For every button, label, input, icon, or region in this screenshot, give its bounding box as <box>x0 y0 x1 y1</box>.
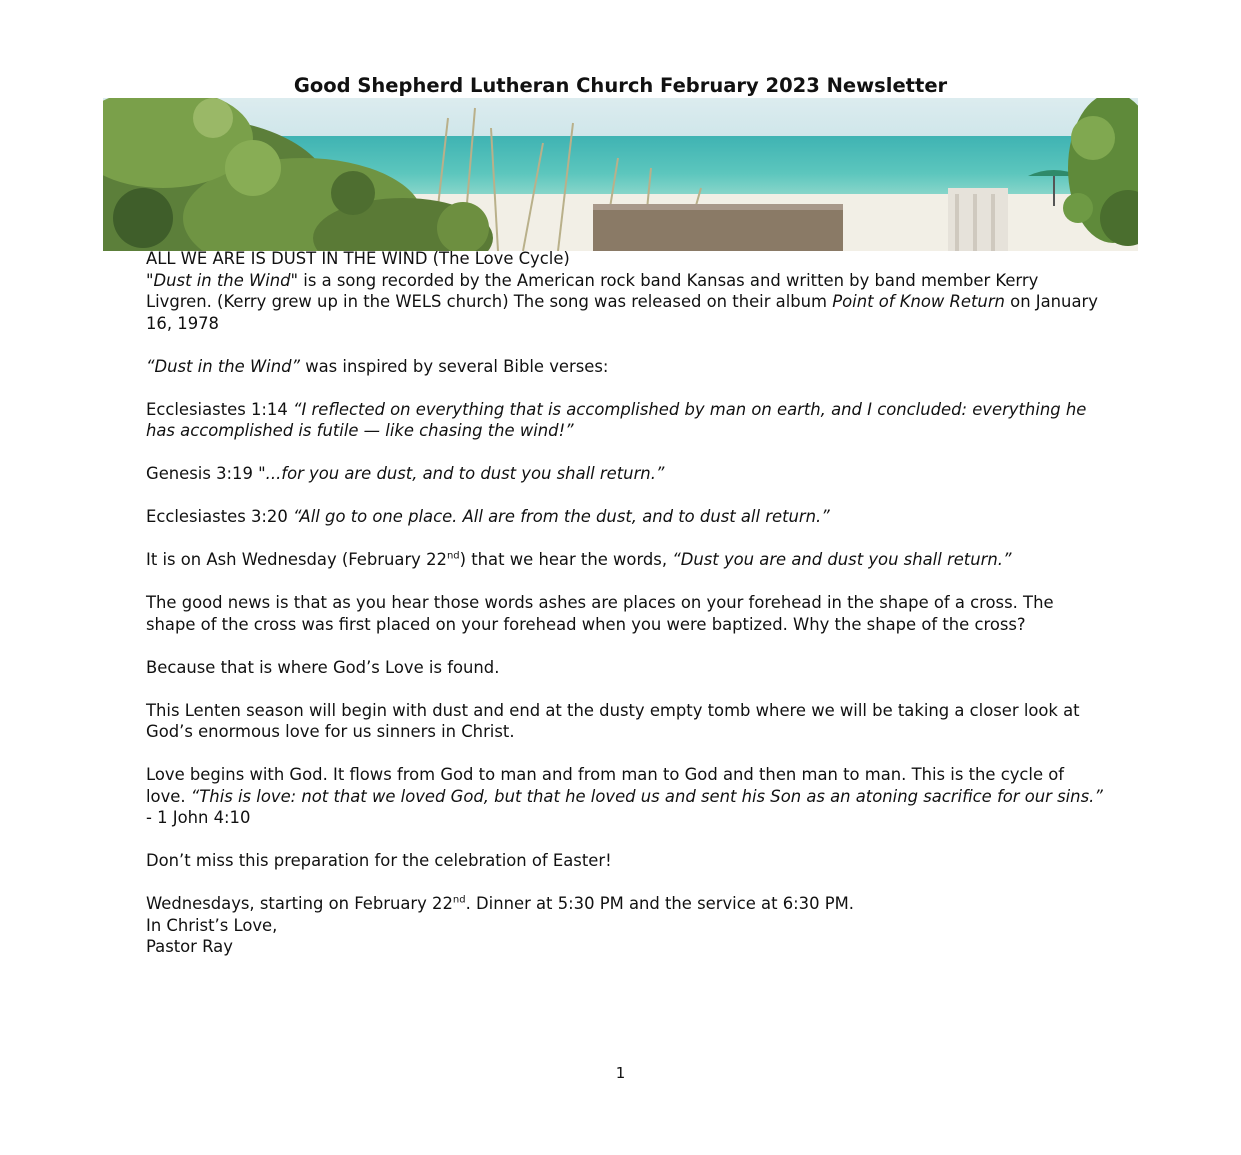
intro-paragraph: "Dust in the Wind" is a song recorded by the American rock band Kansas and written by band member Kerry Livgren. (Kerry grew up in the WELS church) The song was released on their album Point of Know Return on January 16, 1978 <box>146 270 1098 333</box>
schedule-line: Wednesdays, starting on February 22nd. Dinner at 5:30 PM and the service at 6:30 PM. <box>146 894 854 913</box>
good-news-paragraph: The good news is that as you hear those words ashes are places on your forehead in the shape of a cross. The shape of the cross was first placed on your forehead when you were baptized. Why the shape of the cross? <box>146 593 1054 634</box>
dont-miss-paragraph: Don’t miss this preparation for the celebration of Easter! <box>146 851 612 870</box>
page-number: 1 <box>615 1064 626 1082</box>
verse-genesis-3-19: Genesis 3:19 "...for you are dust, and to dust you shall return.” <box>146 464 665 483</box>
inspired-paragraph: “Dust in the Wind” was inspired by several Bible verses: <box>146 356 609 376</box>
article-heading: ALL WE ARE IS DUST IN THE WIND (The Love Cycle) <box>146 249 570 268</box>
closing-line: In Christ’s Love, <box>146 915 278 935</box>
article-body <box>146 248 1106 958</box>
lenten-paragraph: This Lenten season will begin with dust and end at the dusty empty tomb where we will be taking a closer look at God’s enormous love for us sinners in Christ. <box>146 700 1080 741</box>
ash-wednesday-paragraph: It is on Ash Wednesday (February 22nd) that we hear the words, “Dust you are and dust you shall return.” <box>146 550 1012 569</box>
newsletter-title: Good Shepherd Lutheran Church February 2023 Newsletter <box>293 74 948 97</box>
song-title: "Dust in the Wind" <box>146 270 299 290</box>
signature: Pastor Ray <box>146 937 233 956</box>
love-cycle-paragraph: Love begins with God. It flows from God to man and from man to God and then man to man. This is the cycle of love. “This is love: not that we loved God, but that he loved us and sent his Son as an atoning sacrifice for our sins.” - 1 John 4:10 <box>146 765 1103 827</box>
album-title: Point of Know Return <box>832 292 1005 311</box>
because-paragraph: Because that is where God’s Love is found. <box>146 657 500 677</box>
beach-banner-image <box>103 98 1138 251</box>
verse-ecclesiastes-3-20: Ecclesiastes 3:20 “All go to one place. All are from the dust, and to dust all return.” <box>146 507 830 526</box>
verse-ecclesiastes-1-14: Ecclesiastes 1:14 “I reflected on everything that is accomplished by man on earth, and I concluded: everything he has accomplished is futile — like chasing the wind!” <box>146 399 1087 440</box>
